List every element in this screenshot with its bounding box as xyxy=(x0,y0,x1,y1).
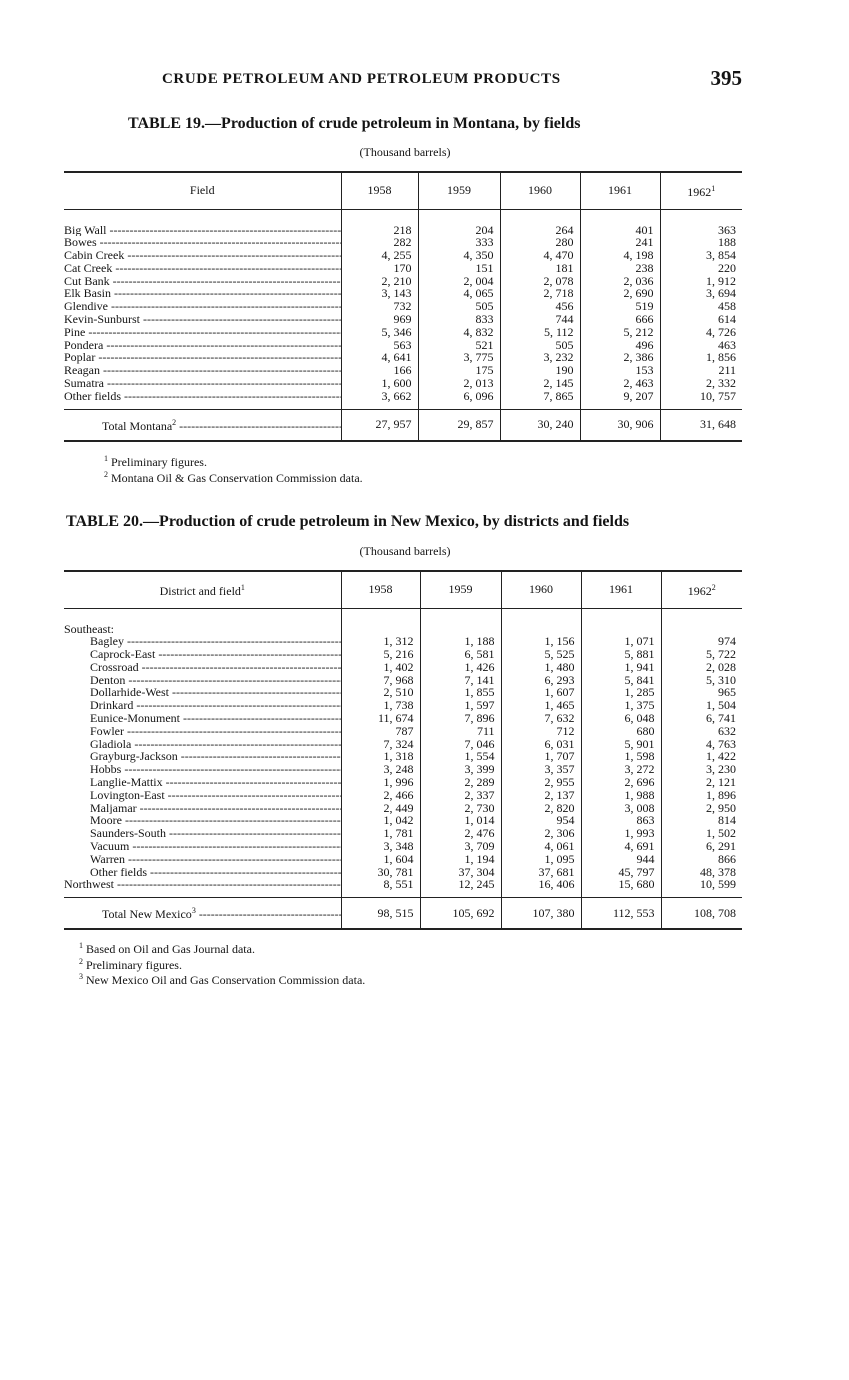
total-label: Total Montana$^2$ ----- xyxy=(64,409,341,441)
row-value: 1, 375 xyxy=(581,699,661,712)
total-value: 29, 857 xyxy=(418,409,500,441)
table19-row xyxy=(64,326,742,339)
row-value: 10, 757 xyxy=(660,390,742,403)
row-value: 1, 188 xyxy=(420,635,501,648)
row-value: 2, 289 xyxy=(420,776,501,789)
running-title: CRUDE PETROLEUM AND PETROLEUM PRODUCTS xyxy=(162,71,561,87)
row-value: 7, 896 xyxy=(420,712,501,725)
row-value: 969 xyxy=(341,313,418,326)
row-value: 965 xyxy=(661,686,742,699)
row-value: 4, 763 xyxy=(661,738,742,751)
row-value: 2, 476 xyxy=(420,827,501,840)
table19-header-field: Field xyxy=(64,172,341,209)
row-value: 2, 137 xyxy=(501,789,581,802)
table19-row xyxy=(64,313,742,326)
row-label: Pine ----- xyxy=(64,326,341,339)
row-value: 264 xyxy=(500,224,580,237)
row-value: 1, 502 xyxy=(661,827,742,840)
row-value: 1, 988 xyxy=(581,789,661,802)
row-value: 954 xyxy=(501,814,581,827)
row-value: 632 xyxy=(661,725,742,738)
row-value: 1, 597 xyxy=(420,699,501,712)
row-value: 5, 841 xyxy=(581,674,661,687)
row-label: Glendive ----- xyxy=(64,300,341,313)
row-value: 188 xyxy=(660,236,742,249)
row-value: 4, 065 xyxy=(418,287,500,300)
row-label: Northwest ----- xyxy=(64,878,341,891)
row-value: 153 xyxy=(580,364,660,377)
row-value: 787 xyxy=(341,725,420,738)
row-value: 8, 551 xyxy=(341,878,420,891)
row-value: 175 xyxy=(418,364,500,377)
row-value: 744 xyxy=(500,313,580,326)
row-value: 3, 662 xyxy=(341,390,418,403)
row-value: 2, 078 xyxy=(500,275,580,288)
row-value: 1, 607 xyxy=(501,686,581,699)
table20-footnotes xyxy=(79,940,365,987)
row-value: 814 xyxy=(661,814,742,827)
row-value: 5, 722 xyxy=(661,648,742,661)
table19-row xyxy=(64,262,742,275)
row-value: 866 xyxy=(661,853,742,866)
row-value: 2, 210 xyxy=(341,275,418,288)
row-value: 2, 332 xyxy=(660,377,742,390)
row-value: 712 xyxy=(501,725,581,738)
row-label: Grayburg-Jackson ----- xyxy=(64,750,341,763)
row-value: 1, 738 xyxy=(341,699,420,712)
table20-row xyxy=(64,840,742,853)
row-value: 863 xyxy=(581,814,661,827)
row-value: 1, 600 xyxy=(341,377,418,390)
row-label: Eunice-Monument ----- xyxy=(64,712,341,725)
table19-header-1962-note: 1 xyxy=(711,183,716,193)
row-value: 2, 466 xyxy=(341,789,420,802)
row-value: 204 xyxy=(418,224,500,237)
row-value: 211 xyxy=(660,364,742,377)
table19-header-1962: 1962$^1$ xyxy=(660,172,742,209)
table20-header-1960: 1960 xyxy=(501,571,581,608)
row-value: 5, 901 xyxy=(581,738,661,751)
row-label: Dollarhide-West ----- xyxy=(64,686,341,699)
district-label: Southeast: xyxy=(64,622,114,636)
table20-footnote: $^3$ New Mexico Oil and Gas Conservation Commission data. xyxy=(79,972,366,987)
row-value: 1, 856 xyxy=(660,351,742,364)
row-value: 3, 143 xyxy=(341,287,418,300)
row-value: 5, 112 xyxy=(500,326,580,339)
row-value: 2, 463 xyxy=(580,377,660,390)
row-label: Moore ----- xyxy=(64,814,341,827)
row-label: Big Wall ----- xyxy=(64,224,341,237)
row-value: 45, 797 xyxy=(581,866,661,879)
row-value: 1, 993 xyxy=(581,827,661,840)
row-label: Hobbs ----- xyxy=(64,763,341,776)
row-label: Gladiola ----- xyxy=(64,738,341,751)
row-label: Pondera ----- xyxy=(64,339,341,352)
row-value: 3, 232 xyxy=(500,351,580,364)
table19-row xyxy=(64,249,742,262)
row-value: 12, 245 xyxy=(420,878,501,891)
row-value: 6, 291 xyxy=(661,840,742,853)
row-value: 3, 357 xyxy=(501,763,581,776)
row-label: Elk Basin ----- xyxy=(64,287,341,300)
row-value: 680 xyxy=(581,725,661,738)
row-value: 521 xyxy=(418,339,500,352)
row-label: Lovington-East ----- xyxy=(64,789,341,802)
row-value: 2, 696 xyxy=(581,776,661,789)
row-value: 1, 318 xyxy=(341,750,420,763)
row-value: 1, 014 xyxy=(420,814,501,827)
row-value: 711 xyxy=(420,725,501,738)
row-label: Other fields ----- xyxy=(64,866,341,879)
row-value: 1, 465 xyxy=(501,699,581,712)
row-label: Reagan ----- xyxy=(64,364,341,377)
row-value: 2, 036 xyxy=(580,275,660,288)
page-header xyxy=(162,68,742,94)
row-value: 505 xyxy=(500,339,580,352)
table20-header-field-note: 1 xyxy=(240,582,245,592)
row-value: 5, 346 xyxy=(341,326,418,339)
total-row xyxy=(64,409,742,441)
table20-header-1959: 1959 xyxy=(420,571,501,608)
row-label: Cabin Creek ----- xyxy=(64,249,341,262)
row-value: 3, 775 xyxy=(418,351,500,364)
row-value: 2, 306 xyxy=(501,827,581,840)
table19-title: TABLE 19.—Production of crude petroleum in Montana, by fields xyxy=(128,115,581,132)
row-value: 6, 048 xyxy=(581,712,661,725)
table19-footnote: $^1$ Preliminary figures. xyxy=(104,454,207,469)
row-label: Vacuum ----- xyxy=(64,840,341,853)
row-label: Cat Creek ----- xyxy=(64,262,341,275)
row-value: 2, 730 xyxy=(420,802,501,815)
table20-row xyxy=(64,789,742,802)
total-value: 112, 553 xyxy=(581,898,661,930)
row-value: 1, 194 xyxy=(420,853,501,866)
table20-northwest-row xyxy=(64,878,742,891)
row-value: 6, 293 xyxy=(501,674,581,687)
table19 xyxy=(64,171,742,444)
total-value: 27, 957 xyxy=(341,409,418,441)
table20-header-district-field: District and field$^1$ xyxy=(64,571,341,608)
row-value: 7, 046 xyxy=(420,738,501,751)
table20-header-1962: 1962$^2$ xyxy=(661,571,742,608)
row-value: 218 xyxy=(341,224,418,237)
row-value: 7, 324 xyxy=(341,738,420,751)
row-value: 282 xyxy=(341,236,418,249)
row-value: 6, 031 xyxy=(501,738,581,751)
row-value: 6, 741 xyxy=(661,712,742,725)
row-value: 4, 641 xyxy=(341,351,418,364)
row-value: 2, 004 xyxy=(418,275,500,288)
row-value: 30, 781 xyxy=(341,866,420,879)
row-value: 1, 095 xyxy=(501,853,581,866)
row-value: 4, 198 xyxy=(580,249,660,262)
row-label: Drinkard ----- xyxy=(64,699,341,712)
row-value: 4, 061 xyxy=(501,840,581,853)
row-value: 1, 707 xyxy=(501,750,581,763)
table20-footnote: $^2$ Preliminary figures. xyxy=(79,956,182,972)
row-value: 2, 718 xyxy=(500,287,580,300)
row-value: 2, 690 xyxy=(580,287,660,300)
row-value: 3, 694 xyxy=(660,287,742,300)
row-label: Warren ----- xyxy=(64,853,341,866)
table20-row xyxy=(64,648,742,661)
row-value: 37, 681 xyxy=(501,866,581,879)
row-value: 3, 399 xyxy=(420,763,501,776)
row-value: 1, 941 xyxy=(581,661,661,674)
row-value: 4, 470 xyxy=(500,249,580,262)
row-value: 1, 285 xyxy=(581,686,661,699)
row-value: 2, 013 xyxy=(418,377,500,390)
row-value: 1, 426 xyxy=(420,661,501,674)
row-value: 241 xyxy=(580,236,660,249)
row-label: Fowler ----- xyxy=(64,725,341,738)
total-value: 107, 380 xyxy=(501,898,581,930)
row-value: 666 xyxy=(580,313,660,326)
row-value: 2, 820 xyxy=(501,802,581,815)
table19-footnote: $^2$ Montana Oil & Gas Conservation Commission data. xyxy=(104,469,363,485)
row-value: 2, 955 xyxy=(501,776,581,789)
row-value: 3, 008 xyxy=(581,802,661,815)
row-value: 5, 216 xyxy=(341,648,420,661)
row-value: 170 xyxy=(341,262,418,275)
table19-row xyxy=(64,390,742,403)
row-value: 3, 230 xyxy=(661,763,742,776)
row-value: 9, 207 xyxy=(580,390,660,403)
table19-header-1958: 1958 xyxy=(341,172,418,209)
row-value: 7, 632 xyxy=(501,712,581,725)
page-number: 395 xyxy=(710,66,742,90)
row-label: Saunders-South ----- xyxy=(64,827,341,840)
row-value: 401 xyxy=(580,224,660,237)
total-value: 108, 708 xyxy=(661,898,742,930)
row-value: 3, 854 xyxy=(660,249,742,262)
row-value: 2, 510 xyxy=(341,686,420,699)
row-value: 614 xyxy=(660,313,742,326)
row-label: Bagley ----- xyxy=(64,635,341,648)
row-value: 505 xyxy=(418,300,500,313)
row-value: 16, 406 xyxy=(501,878,581,891)
row-value: 363 xyxy=(660,224,742,237)
table20-unit: (Thousand barrels) xyxy=(359,544,451,558)
row-value: 1, 604 xyxy=(341,853,420,866)
row-value: 5, 525 xyxy=(501,648,581,661)
table20-header-1961: 1961 xyxy=(581,571,661,608)
row-value: 2, 386 xyxy=(580,351,660,364)
row-label: Bowes ----- xyxy=(64,236,341,249)
row-value: 2, 145 xyxy=(500,377,580,390)
row-value: 238 xyxy=(580,262,660,275)
row-value: 456 xyxy=(500,300,580,313)
table19-unit: (Thousand barrels) xyxy=(359,145,451,159)
row-value: 4, 350 xyxy=(418,249,500,262)
table20-row xyxy=(64,853,742,866)
row-value: 4, 832 xyxy=(418,326,500,339)
row-value: 1, 312 xyxy=(341,635,420,648)
row-value: 6, 581 xyxy=(420,648,501,661)
row-label: Crossroad ----- xyxy=(64,661,341,674)
total-value: 31, 648 xyxy=(660,409,742,441)
table20-row xyxy=(64,725,742,738)
row-value: 4, 691 xyxy=(581,840,661,853)
row-value: 458 xyxy=(660,300,742,313)
row-value: 37, 304 xyxy=(420,866,501,879)
table20-row xyxy=(64,661,742,674)
row-label: Other fields ----- xyxy=(64,390,341,403)
table19-header-1961: 1961 xyxy=(580,172,660,209)
table19-header-1959: 1959 xyxy=(418,172,500,209)
row-value: 2, 337 xyxy=(420,789,501,802)
row-value: 563 xyxy=(341,339,418,352)
total-label: Total New Mexico$^3$ ----- xyxy=(64,898,341,930)
table20 xyxy=(64,570,742,932)
table20-title: TABLE 20.—Production of crude petroleum in New Mexico, by districts and fields xyxy=(66,513,630,530)
row-value: 166 xyxy=(341,364,418,377)
total-value: 30, 240 xyxy=(500,409,580,441)
row-value: 7, 865 xyxy=(500,390,580,403)
row-value: 6, 096 xyxy=(418,390,500,403)
row-value: 1, 071 xyxy=(581,635,661,648)
row-value: 181 xyxy=(500,262,580,275)
row-value: 190 xyxy=(500,364,580,377)
row-value: 15, 680 xyxy=(581,878,661,891)
row-value: 3, 272 xyxy=(581,763,661,776)
row-value: 1, 896 xyxy=(661,789,742,802)
row-label: Kevin-Sunburst ----- xyxy=(64,313,341,326)
row-label: Poplar ----- xyxy=(64,351,341,364)
row-value: 7, 141 xyxy=(420,674,501,687)
total-row xyxy=(64,898,742,930)
row-label: Sumatra ----- xyxy=(64,377,341,390)
row-value: 1, 912 xyxy=(660,275,742,288)
row-value: 280 xyxy=(500,236,580,249)
row-value: 944 xyxy=(581,853,661,866)
row-value: 1, 855 xyxy=(420,686,501,699)
table19-row xyxy=(64,377,742,390)
row-value: 2, 449 xyxy=(341,802,420,815)
row-value: 220 xyxy=(660,262,742,275)
row-value: 151 xyxy=(418,262,500,275)
row-value: 833 xyxy=(418,313,500,326)
row-label: Caprock-East ----- xyxy=(64,648,341,661)
row-value: 1, 504 xyxy=(661,699,742,712)
row-value: 5, 881 xyxy=(581,648,661,661)
row-value: 3, 709 xyxy=(420,840,501,853)
row-label: Denton ----- xyxy=(64,674,341,687)
row-value: 3, 348 xyxy=(341,840,420,853)
row-value: 1, 598 xyxy=(581,750,661,763)
row-label: Maljamar ----- xyxy=(64,802,341,815)
row-label: Langlie-Mattix ----- xyxy=(64,776,341,789)
row-value: 2, 121 xyxy=(661,776,742,789)
row-value: 463 xyxy=(660,339,742,352)
row-value: 1, 996 xyxy=(341,776,420,789)
row-value: 3, 248 xyxy=(341,763,420,776)
row-value: 1, 480 xyxy=(501,661,581,674)
table20-row xyxy=(64,712,742,725)
row-value: 48, 378 xyxy=(661,866,742,879)
row-value: 1, 554 xyxy=(420,750,501,763)
row-value: 4, 726 xyxy=(660,326,742,339)
total-value: 98, 515 xyxy=(341,898,420,930)
row-label: Cut Bank ----- xyxy=(64,275,341,288)
row-value: 732 xyxy=(341,300,418,313)
row-value: 11, 674 xyxy=(341,712,420,725)
row-value: 1, 422 xyxy=(661,750,742,763)
row-value: 7, 968 xyxy=(341,674,420,687)
row-value: 2, 028 xyxy=(661,661,742,674)
table20-header-1958: 1958 xyxy=(341,571,420,608)
row-value: 333 xyxy=(418,236,500,249)
table19-header-1960: 1960 xyxy=(500,172,580,209)
table20-row xyxy=(64,776,742,789)
row-value: 496 xyxy=(580,339,660,352)
row-value: 4, 255 xyxy=(341,249,418,262)
row-value: 1, 402 xyxy=(341,661,420,674)
total-value: 30, 906 xyxy=(580,409,660,441)
table20-header-1962-note: 2 xyxy=(711,582,716,592)
row-value: 974 xyxy=(661,635,742,648)
row-value: 1, 156 xyxy=(501,635,581,648)
row-value: 1, 781 xyxy=(341,827,420,840)
row-value: 5, 310 xyxy=(661,674,742,687)
row-value: 5, 212 xyxy=(580,326,660,339)
row-value: 1, 042 xyxy=(341,814,420,827)
total-value: 105, 692 xyxy=(420,898,501,930)
row-value: 2, 950 xyxy=(661,802,742,815)
row-value: 519 xyxy=(580,300,660,313)
table20-footnote: $^1$ Based on Oil and Gas Journal data. xyxy=(79,941,255,956)
row-value: 10, 599 xyxy=(661,878,742,891)
table19-footnotes xyxy=(104,453,363,484)
